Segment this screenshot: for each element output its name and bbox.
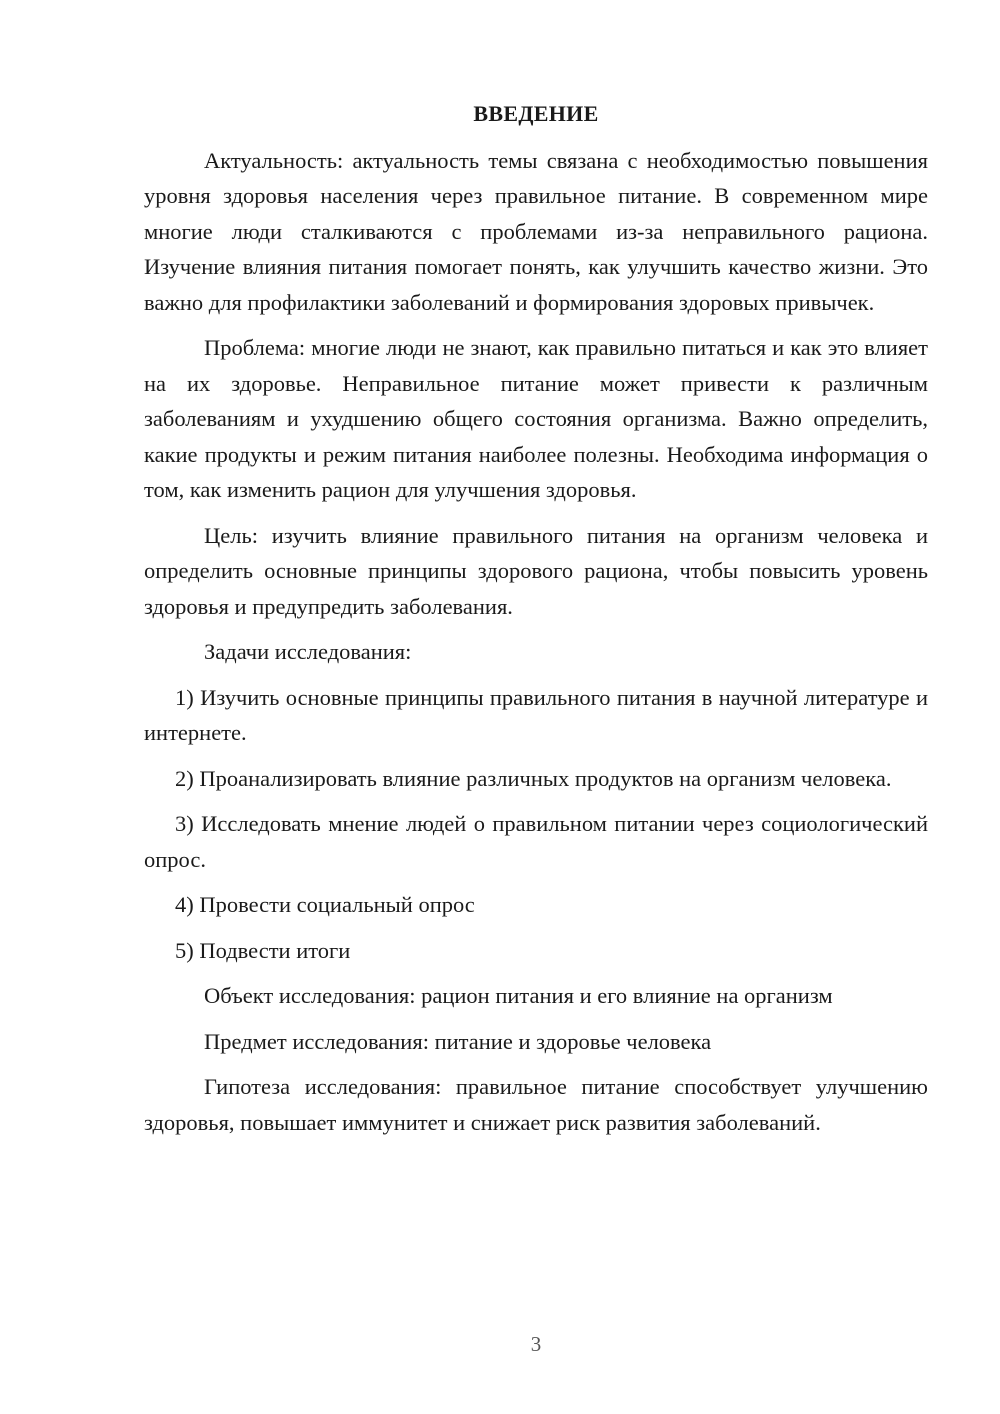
task-item-1: 1) Изучить основные принципы правильного питания в научной литературе и интернете. <box>144 684 928 745</box>
subject-paragraph: Предмет исследования: питание и здоровье человека <box>204 1028 712 1054</box>
task-item-2: 2) Проанализировать влияние различных продуктов на организм человека. <box>175 765 892 791</box>
object-paragraph: Объект исследования: рацион питания и его влияние на организм <box>204 983 833 1008</box>
task-item-4: 4) Провести социальный опрос <box>175 892 475 917</box>
task-item-3: 3) Исследовать мнение людей о правильном питании через социологический опрос. <box>144 811 928 872</box>
goal-paragraph: Цель: изучить влияние правильного питания на организм человека и определить основные принципы здорового рациона, чтобы повысить уровень здоровья и предупредить заболевания. <box>144 522 928 619</box>
problem-paragraph: Проблема: многие люди не знают, как правильно питаться и как это влияет на их здоровье. Неправильное питание может привести к различным заболеваниям и ухудшению общего состояния организма. Важно определить, какие продукты и режим питания наиболее полезны. Необходима информация о том, как изменить рацион для улучшения здоровья. <box>144 335 928 502</box>
relevance-paragraph: Актуальность: актуальность темы связана с необходимостью повышения уровня здоровья населения через правильное питание. В современном мире многие люди сталкиваются с проблемами из-за неправильного рациона. Изучение влияния питания помогает понять, как улучшить качество жизни. Это важно для профилактики заболеваний и формирования здоровых привычек. <box>144 147 928 315</box>
page-number: 3 <box>530 1332 542 1356</box>
tasks-heading: Задачи исследования: <box>204 639 412 664</box>
task-item-5: 5) Подвести итоги <box>175 937 351 963</box>
hypothesis-paragraph: Гипотеза исследования: правильное питание способствует улучшению здоровья, повышает иммунитет и снижает риск развития заболеваний. <box>144 1074 928 1135</box>
document-body <box>144 96 928 1150</box>
section-title: ВВЕДЕНИЕ <box>473 101 599 126</box>
